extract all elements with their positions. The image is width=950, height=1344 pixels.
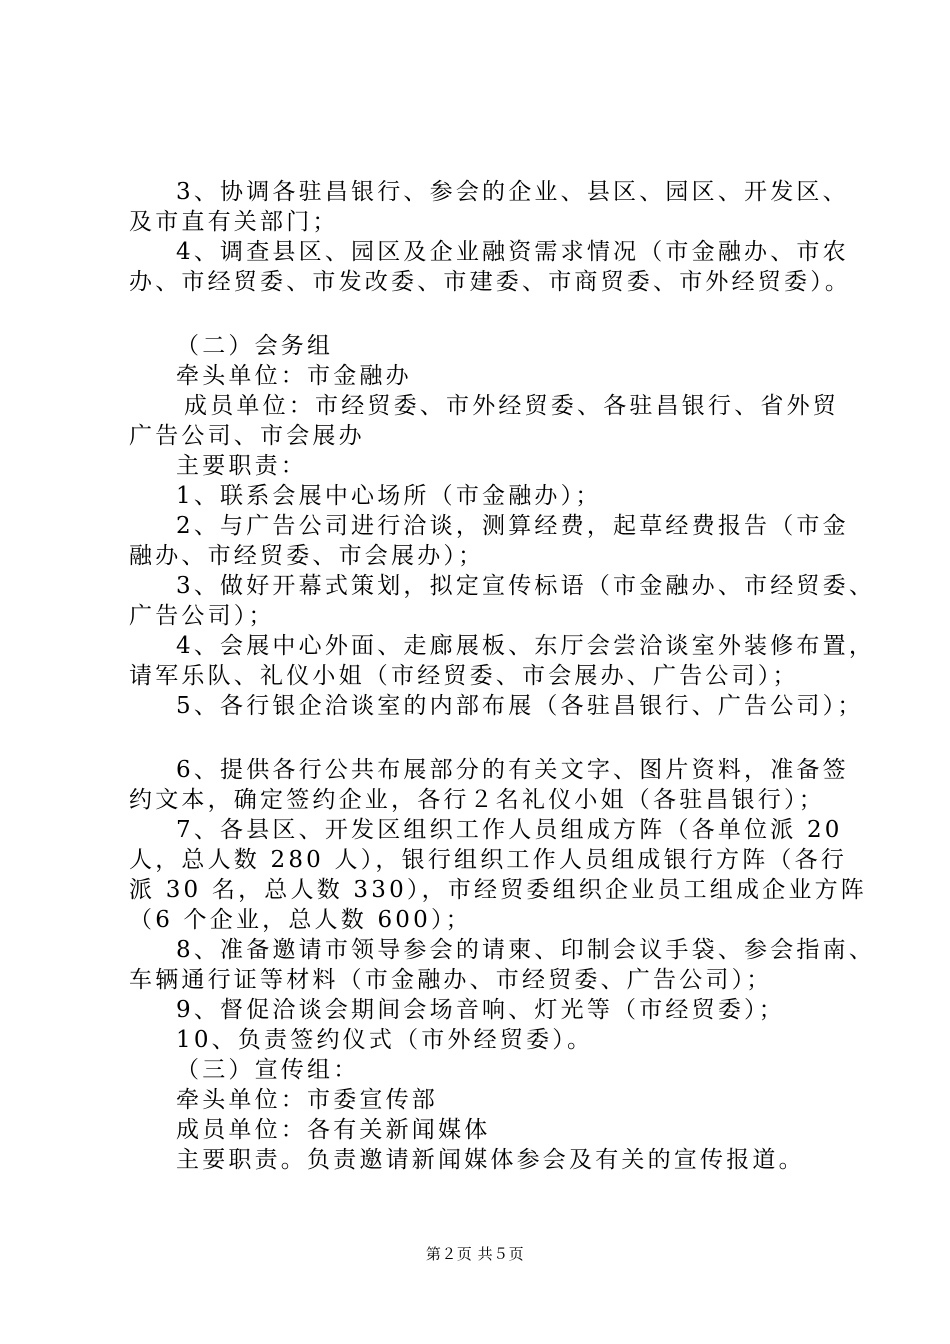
text-line: 7、各县区、开发区组织工作人员组成方阵（各单位派 20 [176,817,843,843]
text-line: 5、各行银企洽谈室的内部布展（各驻昌银行、广告公司）； [176,693,864,719]
text-line: 2、与广告公司进行洽谈，测算经费，起草经费报告（市金 [176,513,849,539]
text-line: （6 个企业，总人数 600）； [129,907,472,933]
text-line: 6、提供各行公共布展部分的有关文字、图片资料，准备签 [176,757,849,783]
text-line: 派 30 名，总人数 330），市经贸委组织企业员工组成企业方阵 [129,877,867,903]
text-line: 办、市经贸委、市发改委、市建委、市商贸委、市外经贸委）。 [129,269,852,295]
text-line: 成员单位：各有关新闻媒体 [176,1117,491,1143]
text-line: 10、负责签约仪式（市外经贸委）。 [176,1027,594,1053]
text-line: 主要职责。负责邀请新闻媒体参会及有关的宣传报道。 [176,1147,805,1173]
section-heading: （三）宣传组： [176,1057,360,1083]
text-line: 1、联系会展中心场所（市金融办）； [176,483,602,509]
text-line: 及市直有关部门； [129,209,339,235]
text-line: 请军乐队、礼仪小姐（市经贸委、市会展办、广告公司）； [129,663,799,689]
text-line: 牵头单位：市金融办 [176,363,412,389]
text-line: 3、协调各驻昌银行、参会的企业、县区、园区、开发区、 [176,179,849,205]
text-line: 主要职责： [176,453,307,479]
text-line: 约文本，确定签约企业，各行２名礼仪小姐（各驻昌银行）； [129,787,825,813]
text-line: 人，总人数 280 人），银行组织工作人员组成银行方阵（各行 [129,847,848,873]
text-line: 8、准备邀请市领导参会的请柬、印制会议手袋、参会指南、 [176,937,876,963]
text-line: 3、做好开幕式策划，拟定宣传标语（市金融办、市经贸委、 [176,573,876,599]
text-line: 融办、市经贸委、市会展办）； [129,543,485,569]
page-number-footer: 第２页 共５页 [425,1245,525,1263]
text-line: 牵头单位：市委宣传部 [176,1087,438,1113]
section-heading: （二）会务组 [176,333,334,359]
text-line: 成员单位：市经贸委、市外经贸委、各驻昌银行、省外贸 [184,393,839,419]
text-line: 广告公司、市会展办 [129,423,365,449]
text-line: 4、会展中心外面、走廊展板、东厅会尝洽谈室外装修布置， [176,633,876,659]
text-line: 车辆通行证等材料（市金融办、市经贸委、广告公司）； [129,967,773,993]
text-line: 9、督促洽谈会期间会场音响、灯光等（市经贸委）； [176,997,785,1023]
text-line: 4、调查县区、园区及企业融资需求情况（市金融办、市农 [176,239,849,265]
text-line: 广告公司）； [129,603,275,629]
